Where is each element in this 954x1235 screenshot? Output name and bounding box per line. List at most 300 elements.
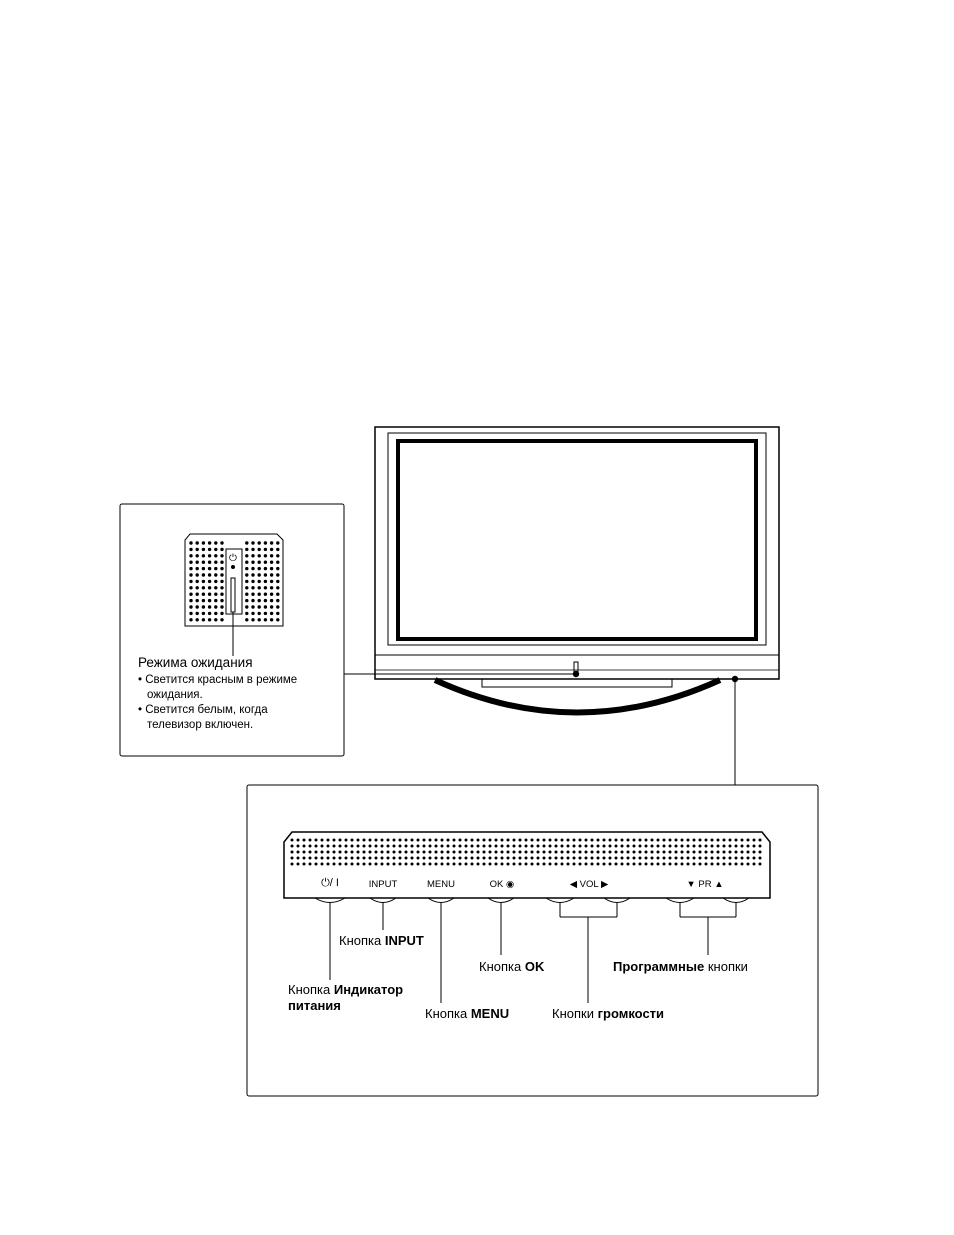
grille-dot bbox=[196, 618, 199, 621]
grille-dot bbox=[639, 851, 642, 854]
grille-dot bbox=[339, 851, 342, 854]
grille-dot bbox=[270, 605, 273, 608]
grille-dot bbox=[369, 857, 372, 860]
grille-dot bbox=[357, 845, 360, 848]
grille-dot bbox=[447, 857, 450, 860]
grille-dot bbox=[264, 593, 267, 596]
grille-dot bbox=[363, 851, 366, 854]
grille-dot bbox=[603, 863, 606, 866]
grille-dot bbox=[315, 863, 318, 866]
callout-ok: Кнопка OK bbox=[479, 959, 545, 974]
grille-dot bbox=[591, 851, 594, 854]
grille-dot bbox=[525, 845, 528, 848]
grille-dot bbox=[453, 857, 456, 860]
grille-dot bbox=[675, 845, 678, 848]
grille-dot bbox=[699, 839, 702, 842]
grille-dot bbox=[208, 599, 211, 602]
grille-dot bbox=[251, 618, 254, 621]
grille-dot bbox=[303, 851, 306, 854]
grille-dot bbox=[270, 612, 273, 615]
grille-dot bbox=[202, 605, 205, 608]
grille-dot bbox=[202, 580, 205, 583]
grille-dot bbox=[669, 863, 672, 866]
grille-dot bbox=[627, 845, 630, 848]
grille-dot bbox=[291, 845, 294, 848]
grille-dot bbox=[639, 839, 642, 842]
grille-dot bbox=[483, 845, 486, 848]
grille-dot bbox=[621, 863, 624, 866]
grille-dot bbox=[387, 845, 390, 848]
grille-dot bbox=[645, 851, 648, 854]
grille-dot bbox=[345, 845, 348, 848]
grille-dot bbox=[507, 851, 510, 854]
grille-dot bbox=[251, 612, 254, 615]
grille-dot bbox=[363, 863, 366, 866]
grille-dot bbox=[345, 839, 348, 842]
grille-dot bbox=[597, 851, 600, 854]
grille-dot bbox=[214, 548, 217, 551]
callout-power-line2: питания bbox=[288, 998, 341, 1013]
grille-dot bbox=[189, 593, 192, 596]
grille-dot bbox=[321, 863, 324, 866]
grille-dot bbox=[417, 845, 420, 848]
grille-dot bbox=[333, 851, 336, 854]
grille-dot bbox=[645, 839, 648, 842]
callout-volume: Кнопки громкости bbox=[552, 1006, 665, 1021]
grille-dot bbox=[615, 845, 618, 848]
grille-dot bbox=[705, 857, 708, 860]
grille-dot bbox=[423, 851, 426, 854]
grille-dot bbox=[651, 845, 654, 848]
grille-dot bbox=[465, 857, 468, 860]
grille-dot bbox=[663, 845, 666, 848]
grille-dot bbox=[245, 580, 248, 583]
grille-dot bbox=[297, 845, 300, 848]
grille-dot bbox=[435, 839, 438, 842]
grille-dot bbox=[202, 567, 205, 570]
grille-dot bbox=[251, 586, 254, 589]
grille-dot bbox=[189, 605, 192, 608]
grille-dot bbox=[537, 845, 540, 848]
grille-dot bbox=[759, 845, 762, 848]
grille-dot bbox=[393, 857, 396, 860]
grille-dot bbox=[291, 839, 294, 842]
grille-dot bbox=[483, 851, 486, 854]
grille-dot bbox=[609, 851, 612, 854]
grille-dot bbox=[609, 863, 612, 866]
menu-button-label: MENU bbox=[427, 879, 455, 890]
grille-dot bbox=[603, 857, 606, 860]
grille-dot bbox=[276, 593, 279, 596]
grille-dot bbox=[333, 845, 336, 848]
grille-dot bbox=[657, 839, 660, 842]
standby-power-icon: ⏻ bbox=[229, 553, 237, 564]
grille-dot bbox=[705, 839, 708, 842]
grille-dot bbox=[759, 863, 762, 866]
grille-dot bbox=[525, 863, 528, 866]
grille-dot bbox=[453, 851, 456, 854]
grille-dot bbox=[333, 863, 336, 866]
grille-dot bbox=[429, 851, 432, 854]
grille-dot bbox=[675, 857, 678, 860]
grille-dot bbox=[657, 857, 660, 860]
grille-dot bbox=[245, 618, 248, 621]
grille-dot bbox=[423, 857, 426, 860]
grille-dot bbox=[189, 580, 192, 583]
grille-dot bbox=[303, 863, 306, 866]
grille-dot bbox=[251, 548, 254, 551]
grille-dot bbox=[711, 851, 714, 854]
grille-dot bbox=[270, 618, 273, 621]
grille-dot bbox=[681, 857, 684, 860]
grille-dot bbox=[453, 863, 456, 866]
grille-dot bbox=[525, 851, 528, 854]
grille-dot bbox=[597, 857, 600, 860]
grille-dot bbox=[189, 561, 192, 564]
grille-dot bbox=[663, 839, 666, 842]
grille-dot bbox=[276, 548, 279, 551]
grille-dot bbox=[399, 857, 402, 860]
grille-dot bbox=[399, 863, 402, 866]
grille-dot bbox=[735, 857, 738, 860]
grille-dot bbox=[196, 554, 199, 557]
grille-dot bbox=[196, 580, 199, 583]
grille-dot bbox=[585, 863, 588, 866]
grille-dot bbox=[585, 851, 588, 854]
grille-dot bbox=[196, 541, 199, 544]
grille-dot bbox=[202, 599, 205, 602]
grille-dot bbox=[258, 541, 261, 544]
grille-dot bbox=[387, 863, 390, 866]
grille-dot bbox=[251, 593, 254, 596]
grille-dot bbox=[357, 863, 360, 866]
grille-dot bbox=[657, 845, 660, 848]
grille-dot bbox=[327, 845, 330, 848]
grille-dot bbox=[459, 839, 462, 842]
grille-dot bbox=[537, 851, 540, 854]
power-button-label: ⏻/ I bbox=[321, 877, 339, 889]
grille-dot bbox=[297, 857, 300, 860]
grille-dot bbox=[699, 857, 702, 860]
grille-dot bbox=[405, 857, 408, 860]
grille-dot bbox=[447, 863, 450, 866]
grille-dot bbox=[537, 857, 540, 860]
grille-dot bbox=[663, 863, 666, 866]
grille-dot bbox=[681, 839, 684, 842]
grille-dot bbox=[411, 863, 414, 866]
grille-dot bbox=[381, 845, 384, 848]
grille-dot bbox=[208, 580, 211, 583]
grille-dot bbox=[245, 573, 248, 576]
grille-dot bbox=[423, 845, 426, 848]
grille-dot bbox=[507, 839, 510, 842]
grille-dot bbox=[747, 851, 750, 854]
grille-dot bbox=[220, 548, 223, 551]
grille-dot bbox=[351, 863, 354, 866]
grille-dot bbox=[687, 839, 690, 842]
grille-dot bbox=[276, 605, 279, 608]
grille-dot bbox=[753, 839, 756, 842]
grille-dot bbox=[555, 857, 558, 860]
grille-dot bbox=[561, 863, 564, 866]
grille-dot bbox=[561, 851, 564, 854]
grille-dot bbox=[633, 857, 636, 860]
grille-dot bbox=[196, 612, 199, 615]
grille-dot bbox=[507, 863, 510, 866]
grille-dot bbox=[405, 845, 408, 848]
grille-dot bbox=[519, 839, 522, 842]
grille-dot bbox=[208, 618, 211, 621]
grille-dot bbox=[291, 851, 294, 854]
callout-input: Кнопка INPUT bbox=[339, 933, 424, 948]
grille-dot bbox=[543, 851, 546, 854]
grille-dot bbox=[549, 839, 552, 842]
grille-dot bbox=[309, 863, 312, 866]
grille-dot bbox=[669, 857, 672, 860]
grille-dot bbox=[537, 839, 540, 842]
grille-dot bbox=[513, 845, 516, 848]
grille-dot bbox=[729, 839, 732, 842]
grille-dot bbox=[411, 857, 414, 860]
grille-dot bbox=[633, 863, 636, 866]
grille-dot bbox=[741, 863, 744, 866]
grille-dot bbox=[735, 839, 738, 842]
grille-dot bbox=[258, 593, 261, 596]
grille-dot bbox=[507, 845, 510, 848]
grille-dot bbox=[258, 567, 261, 570]
grille-dot bbox=[202, 618, 205, 621]
grille-dot bbox=[747, 863, 750, 866]
grille-dot bbox=[381, 857, 384, 860]
grille-dot bbox=[591, 839, 594, 842]
grille-dot bbox=[405, 863, 408, 866]
grille-dot bbox=[471, 845, 474, 848]
grille-dot bbox=[741, 851, 744, 854]
grille-dot bbox=[202, 586, 205, 589]
grille-dot bbox=[369, 851, 372, 854]
grille-dot bbox=[747, 857, 750, 860]
grille-dot bbox=[447, 839, 450, 842]
ok-button-label: OK ◉ bbox=[489, 879, 515, 890]
grille-dot bbox=[585, 857, 588, 860]
grille-dot bbox=[609, 839, 612, 842]
grille-dot bbox=[711, 845, 714, 848]
grille-dot bbox=[531, 851, 534, 854]
grille-dot bbox=[315, 857, 318, 860]
grille-dot bbox=[675, 851, 678, 854]
grille-dot bbox=[220, 580, 223, 583]
grille-dot bbox=[214, 580, 217, 583]
grille-dot bbox=[543, 839, 546, 842]
grille-dot bbox=[270, 593, 273, 596]
tv-bezel bbox=[388, 433, 766, 645]
grille-dot bbox=[411, 851, 414, 854]
grille-dot bbox=[417, 839, 420, 842]
grille-dot bbox=[220, 618, 223, 621]
grille-dot bbox=[417, 857, 420, 860]
grille-dot bbox=[477, 863, 480, 866]
grille-dot bbox=[633, 839, 636, 842]
grille-dot bbox=[315, 839, 318, 842]
grille-dot bbox=[489, 857, 492, 860]
grille-dot bbox=[663, 857, 666, 860]
grille-dot bbox=[309, 857, 312, 860]
grille-dot bbox=[705, 863, 708, 866]
grille-dot bbox=[214, 599, 217, 602]
grille-dot bbox=[214, 593, 217, 596]
grille-dot bbox=[196, 605, 199, 608]
grille-dot bbox=[189, 612, 192, 615]
grille-dot bbox=[208, 541, 211, 544]
grille-dot bbox=[321, 839, 324, 842]
grille-dot bbox=[303, 839, 306, 842]
grille-dot bbox=[573, 863, 576, 866]
grille-dot bbox=[423, 839, 426, 842]
grille-dot bbox=[258, 586, 261, 589]
grille-dot bbox=[477, 845, 480, 848]
grille-dot bbox=[264, 554, 267, 557]
grille-dot bbox=[387, 857, 390, 860]
grille-dot bbox=[699, 863, 702, 866]
grille-dot bbox=[753, 845, 756, 848]
grille-dot bbox=[393, 851, 396, 854]
grille-dot bbox=[363, 839, 366, 842]
standby-bullet2-line2: телевизор включен. bbox=[147, 719, 254, 731]
grille-dot bbox=[270, 548, 273, 551]
grille-dot bbox=[270, 561, 273, 564]
grille-dot bbox=[339, 845, 342, 848]
grille-dot bbox=[759, 857, 762, 860]
grille-dot bbox=[270, 567, 273, 570]
grille-dot bbox=[375, 845, 378, 848]
grille-dot bbox=[633, 845, 636, 848]
grille-dot bbox=[276, 567, 279, 570]
grille-dot bbox=[531, 845, 534, 848]
grille-dot bbox=[543, 857, 546, 860]
grille-dot bbox=[705, 851, 708, 854]
grille-dot bbox=[669, 839, 672, 842]
grille-dot bbox=[264, 541, 267, 544]
grille-dot bbox=[591, 857, 594, 860]
grille-dot bbox=[220, 586, 223, 589]
grille-dot bbox=[531, 857, 534, 860]
grille-dot bbox=[208, 593, 211, 596]
grille-dot bbox=[639, 857, 642, 860]
grille-dot bbox=[381, 851, 384, 854]
grille-dot bbox=[276, 580, 279, 583]
grille-dot bbox=[627, 851, 630, 854]
grille-dot bbox=[270, 541, 273, 544]
grille-dot bbox=[489, 851, 492, 854]
grille-dot bbox=[189, 618, 192, 621]
grille-dot bbox=[399, 845, 402, 848]
grille-dot bbox=[297, 851, 300, 854]
grille-dot bbox=[214, 605, 217, 608]
grille-dot bbox=[465, 863, 468, 866]
grille-dot bbox=[276, 599, 279, 602]
grille-dot bbox=[251, 573, 254, 576]
grille-dot bbox=[573, 857, 576, 860]
grille-dot bbox=[549, 863, 552, 866]
grille-dot bbox=[477, 857, 480, 860]
standby-title: Режима ожидания bbox=[138, 655, 253, 670]
grille-dot bbox=[375, 839, 378, 842]
grille-dot bbox=[189, 541, 192, 544]
grille-dot bbox=[603, 839, 606, 842]
grille-dot bbox=[465, 845, 468, 848]
grille-dot bbox=[621, 857, 624, 860]
grille-dot bbox=[615, 863, 618, 866]
grille-dot bbox=[489, 839, 492, 842]
grille-dot bbox=[663, 851, 666, 854]
grille-dot bbox=[525, 857, 528, 860]
grille-dot bbox=[423, 863, 426, 866]
grille-dot bbox=[627, 839, 630, 842]
grille-dot bbox=[561, 845, 564, 848]
standby-bullet1-line1: • Светится красным в режиме bbox=[138, 674, 298, 686]
grille-dot bbox=[196, 573, 199, 576]
grille-dot bbox=[258, 580, 261, 583]
grille-dot bbox=[429, 863, 432, 866]
grille-dot bbox=[245, 567, 248, 570]
grille-dot bbox=[339, 857, 342, 860]
grille-dot bbox=[729, 857, 732, 860]
grille-dot bbox=[214, 618, 217, 621]
grille-dot bbox=[615, 839, 618, 842]
grille-dot bbox=[495, 857, 498, 860]
grille-dot bbox=[645, 845, 648, 848]
grille-dot bbox=[573, 839, 576, 842]
grille-dot bbox=[276, 561, 279, 564]
grille-dot bbox=[208, 586, 211, 589]
grille-dot bbox=[729, 845, 732, 848]
grille-dot bbox=[435, 851, 438, 854]
grille-dot bbox=[717, 857, 720, 860]
grille-dot bbox=[519, 863, 522, 866]
grille-dot bbox=[251, 605, 254, 608]
grille-dot bbox=[258, 573, 261, 576]
grille-dot bbox=[357, 857, 360, 860]
grille-dot bbox=[435, 845, 438, 848]
grille-dot bbox=[245, 593, 248, 596]
grille-dot bbox=[579, 857, 582, 860]
grille-dot bbox=[723, 845, 726, 848]
grille-dot bbox=[251, 541, 254, 544]
grille-dot bbox=[351, 839, 354, 842]
grille-dot bbox=[549, 851, 552, 854]
grille-dot bbox=[603, 851, 606, 854]
grille-dot bbox=[245, 599, 248, 602]
grille-dot bbox=[381, 839, 384, 842]
grille-dot bbox=[543, 863, 546, 866]
grille-dot bbox=[711, 863, 714, 866]
grille-dot bbox=[270, 586, 273, 589]
grille-dot bbox=[196, 586, 199, 589]
grille-dot bbox=[471, 857, 474, 860]
grille-dot bbox=[357, 839, 360, 842]
grille-dot bbox=[202, 593, 205, 596]
grille-dot bbox=[363, 845, 366, 848]
grille-dot bbox=[603, 845, 606, 848]
grille-dot bbox=[483, 857, 486, 860]
grille-dot bbox=[507, 857, 510, 860]
input-button-label: INPUT bbox=[368, 879, 398, 890]
grille-dot bbox=[567, 857, 570, 860]
grille-dot bbox=[189, 548, 192, 551]
grille-dot bbox=[753, 851, 756, 854]
grille-dot bbox=[276, 612, 279, 615]
grille-dot bbox=[729, 863, 732, 866]
